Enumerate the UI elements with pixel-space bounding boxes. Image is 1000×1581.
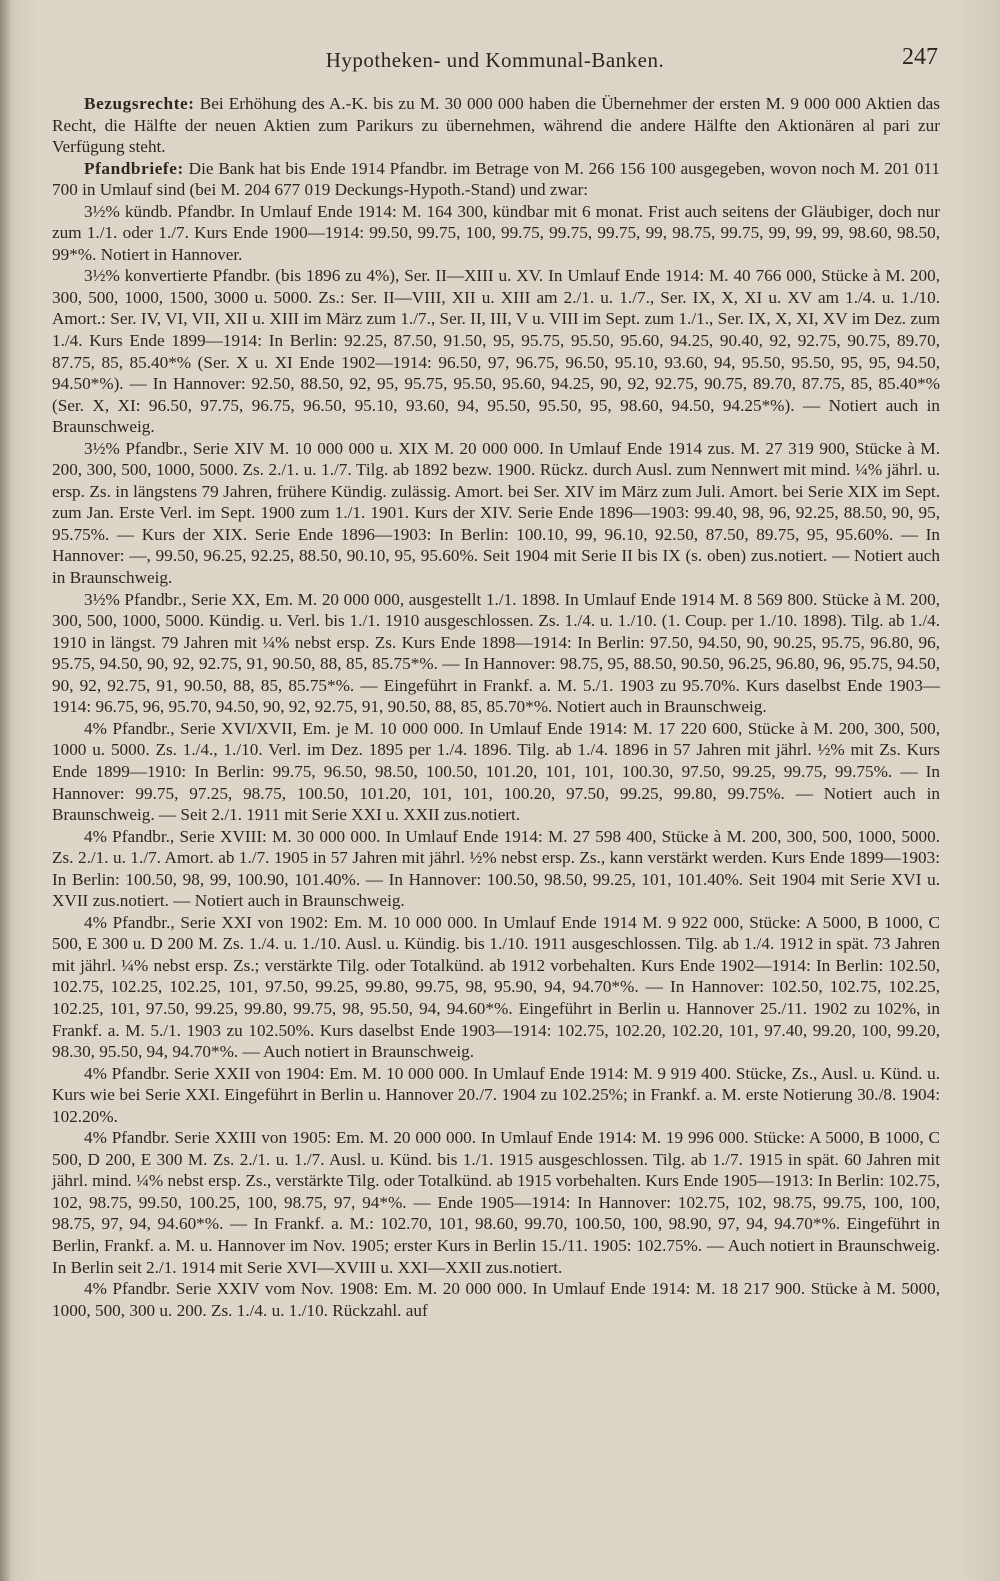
- paragraph: [52, 1063, 940, 1128]
- paragraph-text: Die Bank hat bis Ende 1914 Pfandbr. im Betrage von M. 266 156 100 ausgegeben, wovon noch M. 201 011 700 in Umlauf sind (bei M. 204 677 019 Deckungs-Hypoth.-Stand) und zwar:: [52, 158, 940, 200]
- paragraph-text: 3½% Pfandbr., Serie XIV M. 10 000 000 u. XIX M. 20 000 000. In Umlauf Ende 1914 zus. M. 27 319 900, Stücke à M. 200, 300, 500, 1000, 5000. Zs. 2./1. u. 1./7. Tilg. ab 1892 bezw. 1900. Rückz. durch Ausl. zum Nennwert mit mind. ¼% jährl. u. ersp. Zs. in längstens 79 Jahren, frühere Kündig. zulässig. Amort. bei Ser. XIV im März zum Juli. Amort. bei Serie XIX im Sept. zum Jan. Erste Verl. im Sept. 1900 zum 1./1. 1901. Kurs der XIV. Serie Ende 1896—1903: 99.40, 98, 96, 92.25, 88.50, 90, 95, 95.75%. — Kurs der XIX. Serie Ende 1896—1903: In Berlin: 100.10, 99, 96.10, 92.50, 87.50, 89.75, 95, 95.60%. — In Hannover: —, 99.50, 96.25, 92.25, 88.50, 90.10, 95, 95.60%. Seit 1904 mit Serie II bis IX (s. oben) zus.notiert. — Notiert auch in Braunschweig.: [52, 438, 940, 588]
- paragraph: [52, 912, 940, 1063]
- paragraph: [52, 1127, 940, 1278]
- paragraph-text: 3½% kündb. Pfandbr. In Umlauf Ende 1914: M. 164 300, kündbar mit 6 monat. Frist auch seitens der Gläubiger, doch nur zum 1./1. oder 1./7. Kurs Ende 1900—1914: 99.50, 99.75, 100, 99.75, 99.75, 99.75, 99, 98.75, 99.75, 99, 99, 99, 98.60, 98.50, 99*%. Notiert in Hannover.: [52, 201, 940, 264]
- running-title: Hypotheken- und Kommunal-Banken.: [325, 48, 665, 72]
- paragraph-text: 3½% Pfandbr., Serie XX, Em. M. 20 000 000, ausgestellt 1./1. 1898. In Umlauf Ende 1914 M. 8 569 800. Stücke à M. 200, 300, 500, 1000, 5000. Kündig. u. Verl. bis 1./1. 1910 ausgeschlossen. Zs. 1./4. u. 1./10. (1. Coup. per 1./10. 1898). Tilg. ab 1./4. 1910 in längst. 79 Jahren mit ¼% nebst ersp. Zs. Kurs Ende 1898—1914: In Berlin: 97.50, 94.50, 90, 90.25, 95.75, 96.80, 96, 95.75, 94.50, 90, 92, 92.75, 91, 90.50, 88, 85, 85.75*%. — In Hannover: 98.75, 95, 88.50, 90.50, 96.25, 96.80, 96, 95.75, 94.50, 90, 92, 92.75, 91, 90.50, 88, 85, 85.75*%. — Eingeführt in Frankf. a. M. 5./1. 1903 zu 95.70%. Kurs daselbst Ende 1903—1914: 96.75, 96, 95.70, 94.50, 90, 92, 92.75, 91, 90.50, 88, 85, 85.70*%. Notiert auch in Braunschweig.: [52, 589, 940, 717]
- paragraph: [52, 93, 940, 158]
- paragraph: [52, 201, 940, 266]
- paragraph-text: 4% Pfandbr., Serie XVI/XVII, Em. je M. 10 000 000. In Umlauf Ende 1914: M. 17 220 600, Stücke à M. 200, 300, 500, 1000 u. 5000. Zs. 1./4., 1./10. Verl. im Dez. 1895 per 1./4. 1896. Tilg. ab 1./4. 1896 in 57 Jahren mit jährl. ½% mit Zs. Kurs Ende 1899—1910: In Berlin: 99.75, 96.50, 98.50, 100.50, 101.20, 101, 101, 100.30, 97.50, 99.25, 99.75, 99.75%. — In Hannover: 99.75, 97.25, 98.75, 100.50, 101.20, 101, 101, 100.20, 97.50, 99.25, 99.80, 99.75%. — Notiert auch in Braunschweig. — Seit 2./1. 1911 mit Serie XXI u. XXII zus.notiert.: [52, 718, 940, 825]
- paragraph: [52, 1278, 940, 1321]
- paragraph: [52, 718, 940, 826]
- page-spine-shadow: [0, 0, 10, 1581]
- page-body: [52, 93, 940, 1321]
- paragraph: [52, 589, 940, 718]
- page-header: [52, 44, 938, 76]
- paragraph: [52, 265, 940, 437]
- paragraph-text: 4% Pfandbr. Serie XXII von 1904: Em. M. 10 000 000. In Umlauf Ende 1914: M. 9 919 400. Stücke, Zs., Ausl. u. Künd. u. Kurs wie bei Serie XXI. Eingeführt in Berlin u. Hannover 20./7. 1904 zu 102.25%; in Frankf. a. M. erste Notierung 30./8. 1904: 102.20%.: [52, 1063, 940, 1126]
- paragraph-text: Bei Erhöhung des A.-K. bis zu M. 30 000 000 haben die Übernehmer der ersten M. 9 000 000 Aktien das Recht, die Hälfte der neuen Aktien zum Parikurs zu übernehmen, während die andere Hälfte den Aktionären al pari zur Verfügung steht.: [52, 94, 940, 157]
- paragraph-label: Pfandbriefe:: [84, 158, 184, 178]
- paragraph-text: 3½% konvertierte Pfandbr. (bis 1896 zu 4%), Ser. II—XIII u. XV. In Umlauf Ende 1914: M. 40 766 000, Stücke à M. 200, 300, 500, 1000, 1500, 3000 u. 5000. Zs.: Ser. II—VIII, XII u. XIII am 2./1. u. 1./7., Ser. IX, X, XI u. XV am 1./4. u. 1./10. Amort.: Ser. IV, VI, VII, XII u. XIII im März zum 1./7., Ser. II, III, V u. VIII im Sept. zum 1./1., Ser. IX, X, XI, XV im Dez. zum 1./4. Kurs Ende 1899—1914: In Berlin: 92.25, 87.50, 91.50, 95, 95.75, 95.50, 95.60, 94.25, 90.40, 92, 92.75, 90.75, 89.70, 87.75, 85, 85.40*% (Ser. X u. XI Ende 1902—1914: 96.50, 97, 96.75, 96.50, 95.10, 93.60, 94, 95.50, 95.50, 95, 95, 94.50, 94.50*%). — In Hannover: 92.50, 88.50, 92, 95, 95.75, 95.50, 95.60, 94.25, 90, 92, 92.75, 90.75, 89.70, 87.75, 85, 85.40*% (Ser. X, XI: 96.50, 97.75, 96.75, 96.50, 95.10, 93.60, 94, 95.50, 95.50, 95, 98.60, 94.50, 94.25*%). — Notiert auch in Braunschweig.: [52, 266, 940, 437]
- paragraph-label: Bezugsrechte:: [84, 94, 195, 113]
- page-number: 247: [902, 44, 938, 70]
- paragraph-text: 4% Pfandbr. Serie XXIV vom Nov. 1908: Em. M. 20 000 000. In Umlauf Ende 1914: M. 18 217 900. Stücke à M. 5000, 1000, 500, 300 u. 200. Zs. 1./4. u. 1./10. Rückzahl. auf: [52, 1279, 940, 1320]
- paragraph: [52, 438, 940, 589]
- paragraph-text: 4% Pfandbr., Serie XVIII: M. 30 000 000. In Umlauf Ende 1914: M. 27 598 400, Stücke à M. 200, 300, 500, 1000, 5000. Zs. 2./1. u. 1./7. Amort. ab 1./7. 1905 in 57 Jahren mit jährl. ½% nebst ersp. Zs., kann verstärkt werden. Kurs Ende 1899—1903: In Berlin: 100.50, 98, 99, 100.90, 101.40%. — In Hannover: 100.50, 98.50, 99.25, 101, 101.40%. Seit 1904 mit Serie XVI u. XVII zus.notiert. — Notiert auch in Braunschweig.: [52, 826, 940, 911]
- paragraph: [52, 826, 940, 912]
- paragraph: [52, 158, 940, 201]
- paragraph-text: 4% Pfandbr. Serie XXIII von 1905: Em. M. 20 000 000. In Umlauf Ende 1914: M. 19 996 000. Stücke: A 5000, B 1000, C 500, D 200, E 300 M. Zs. 2./1. u. 1./7. Ausl. u. Künd. bis 1./1. 1915 ausgeschlossen. Tilg. ab 1./7. 1915 in spät. 60 Jahren mit jährl. mind. ¼% nebst ersp. Zs., verstärkte Tilg. oder Totalkünd. ab 1915 vorbehalten. Kurs Ende 1905—1913: In Berlin: 102.75, 102, 98.75, 99.50, 100.25, 100, 98.75, 97, 94*%. — Ende 1905—1914: In Hannover: 102.75, 102, 98.75, 99.75, 100, 100, 98.75, 97, 94, 94.60*%. — In Frankf. a. M.: 102.70, 101, 98.60, 99.70, 100.50, 100, 98.90, 97, 94, 94.70*%. Eingeführt in Berlin, Frankf. a. M. u. Hannover im Nov. 1905; erster Kurs in Berlin 15./11. 1905: 102.75%. — Auch notiert in Braunschweig. In Berlin seit 2./1. 1914 mit Serie XVI—XVIII u. XXI—XXII zus.notiert.: [52, 1128, 940, 1277]
- paragraph-text: 4% Pfandbr., Serie XXI von 1902: Em. M. 10 000 000. In Umlauf Ende 1914 M. 9 922 000, Stücke: A 5000, B 1000, C 500, E 300 u. D 200 M. Zs. 1./4. u. 1./10. Ausl. u. Kündig. bis 1./10. 1911 ausgeschlossen. Tilg. ab 1./4. 1912 in spät. 73 Jahren mit jährl. ¼% nebst ersp. Zs.; verstärkte Tilg. oder Totalkünd. ab 1912 vorbehalten. Kurs Ende 1902—1914: In Berlin: 102.50, 102.75, 102.25, 102.25, 101, 97.50, 99.25, 99.80, 99.75, 98, 95.90, 94, 94.70*%. — In Hannover: 102.50, 102.75, 102.25, 102.25, 101, 97.50, 99.25, 99.80, 99.75, 98, 95.50, 94, 94.60*%. Eingeführt in Berlin u. Hannover 25./11. 1902 zu 102%, in Frankf. a. M. 5./1. 1903 zu 102.50%. Kurs daselbst Ende 1903—1914: 102.75, 102.20, 102.20, 101, 97.40, 99.20, 100, 99.20, 98.30, 95.50, 94, 94.70*%. — Auch notiert in Braunschweig.: [52, 912, 940, 1062]
